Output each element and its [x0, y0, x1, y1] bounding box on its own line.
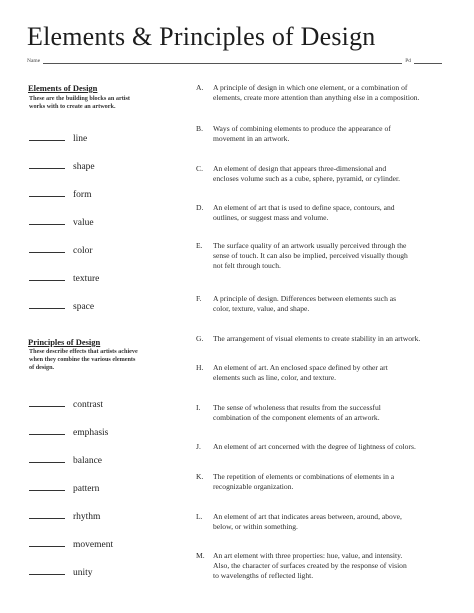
term-label: space — [73, 302, 95, 312]
definition-h — [196, 363, 446, 383]
term-label: balance — [73, 456, 103, 466]
definition-text: elements, create more attention than anything else in a composition. — [213, 93, 420, 103]
definition-text: A principle of design. Differences between elements such as — [213, 294, 397, 303]
answer-blank[interactable] — [29, 132, 65, 141]
definition-letter: D. — [196, 203, 204, 212]
term-unity — [29, 566, 93, 578]
term-form — [29, 188, 91, 200]
definition-g — [196, 334, 446, 344]
definition-letter: E. — [196, 241, 203, 250]
term-movement — [29, 538, 113, 550]
answer-blank[interactable] — [29, 300, 65, 309]
definition-l — [196, 512, 446, 532]
definition-j — [196, 442, 446, 452]
principles-description-line: These describe effects that artists achieve — [29, 348, 138, 355]
definition-b — [196, 124, 446, 144]
definition-k — [196, 472, 446, 492]
definition-d — [196, 203, 446, 223]
elements-description-line: These are the building blocks an artist — [29, 95, 130, 102]
definition-text: An element of art that is used to define space, contours, and — [213, 203, 395, 212]
definition-text: An art element with three properties: hue, value, and intensity. — [213, 551, 403, 560]
definition-i — [196, 403, 446, 423]
principles-description-line: when they combine the various elements — [29, 356, 136, 363]
definition-text: The repetition of elements or combinations of elements in a — [213, 472, 395, 481]
term-label: form — [73, 190, 92, 200]
definition-text: An element of design that appears three-dimensional and — [213, 164, 387, 173]
term-label: emphasis — [73, 428, 109, 438]
definition-text: Also, the character of surfaces created by the response of vision — [213, 561, 407, 571]
definition-text: An element of art concerned with the degree of lightness of colors. — [213, 442, 416, 451]
pd-field[interactable] — [414, 58, 442, 64]
answer-blank[interactable] — [29, 426, 65, 435]
principles-heading: Principles of Design — [28, 337, 101, 347]
term-label: unity — [73, 568, 93, 578]
answer-blank[interactable] — [29, 482, 65, 491]
definition-text: not felt through touch. — [213, 261, 281, 271]
definition-letter: K. — [196, 472, 204, 481]
definition-letter: L. — [196, 512, 203, 521]
definition-text: sense of touch. It can also be implied, perceived visually though — [213, 251, 408, 261]
definition-text: color, texture, value, and shape. — [213, 304, 310, 314]
definition-letter: I. — [196, 403, 201, 412]
elements-heading: Elements of Design — [28, 83, 98, 93]
definition-text: The arrangement of visual elements to create stability in an artwork. — [213, 334, 421, 343]
definition-letter: A. — [196, 83, 204, 92]
answer-blank[interactable] — [29, 510, 65, 519]
term-emphasis — [29, 426, 108, 438]
term-shape — [29, 160, 95, 172]
term-label: rhythm — [73, 512, 101, 522]
definition-a — [196, 83, 446, 103]
page-title: Elements & Principles of Design — [27, 22, 376, 51]
definition-text: to wavelengths of reflected light. — [213, 571, 314, 581]
answer-blank[interactable] — [29, 566, 65, 575]
definition-letter: M. — [196, 551, 205, 560]
definition-text: movement in an artwork. — [213, 134, 290, 144]
definition-text: elements such as line, color, and texture. — [213, 373, 337, 383]
name-field[interactable] — [43, 58, 402, 64]
principles-description — [29, 348, 138, 372]
term-pattern — [29, 482, 99, 494]
term-rhythm — [29, 510, 100, 522]
definition-text: outlines, or suggest mass and volume. — [213, 213, 329, 223]
definition-text: Ways of combining elements to produce the appearance of — [213, 124, 391, 133]
term-label: pattern — [73, 484, 100, 494]
definition-text: combination of the component elements of an artwork. — [213, 413, 380, 423]
definition-text: The sense of wholeness that results from the successful — [213, 403, 381, 412]
term-label: contrast — [73, 400, 104, 410]
term-line — [29, 132, 87, 144]
definition-m — [196, 551, 446, 582]
definition-text: below, or within something. — [213, 522, 298, 532]
definition-text: encloses volume such as a cube, sphere, pyramid, or cylinder. — [213, 174, 401, 184]
answer-blank[interactable] — [29, 272, 65, 281]
term-label: movement — [73, 540, 114, 550]
definition-letter: F. — [196, 294, 202, 303]
name-line — [27, 58, 442, 64]
term-texture — [29, 272, 99, 284]
definition-text: recognizable organization. — [213, 482, 294, 492]
term-contrast — [29, 398, 103, 410]
elements-description-line: works with to create an artwork. — [29, 103, 116, 110]
principles-description-line: of design. — [29, 364, 55, 371]
term-label: value — [73, 218, 94, 228]
elements-description — [29, 95, 130, 111]
definition-e — [196, 241, 446, 272]
term-value — [29, 216, 94, 228]
term-space — [29, 300, 94, 312]
pd-label: Pd — [405, 58, 411, 64]
definition-letter: C. — [196, 164, 203, 173]
term-label: line — [73, 134, 88, 144]
term-label: color — [73, 246, 93, 256]
definition-letter: H. — [196, 363, 204, 372]
answer-blank[interactable] — [29, 188, 65, 197]
definition-text: An element of art. An enclosed space defined by other art — [213, 363, 388, 372]
answer-blank[interactable] — [29, 244, 65, 253]
answer-blank[interactable] — [29, 538, 65, 547]
answer-blank[interactable] — [29, 398, 65, 407]
term-color — [29, 244, 93, 256]
term-label: shape — [73, 162, 95, 172]
definition-text: A principle of design in which one element, or a combination of — [213, 83, 408, 92]
term-label: texture — [73, 274, 100, 284]
term-balance — [29, 454, 102, 466]
definition-letter: B. — [196, 124, 203, 133]
answer-blank[interactable] — [29, 454, 65, 463]
name-label: Name — [27, 58, 41, 64]
definition-f — [196, 294, 446, 314]
definition-text: An element of art that indicates areas between, around, above, — [213, 512, 402, 521]
answer-blank[interactable] — [29, 216, 65, 225]
definition-letter: J. — [196, 442, 201, 451]
definition-text: The surface quality of an artwork usually perceived through the — [213, 241, 407, 250]
definition-letter: G. — [196, 334, 204, 343]
answer-blank[interactable] — [29, 160, 65, 169]
definition-c — [196, 164, 446, 184]
